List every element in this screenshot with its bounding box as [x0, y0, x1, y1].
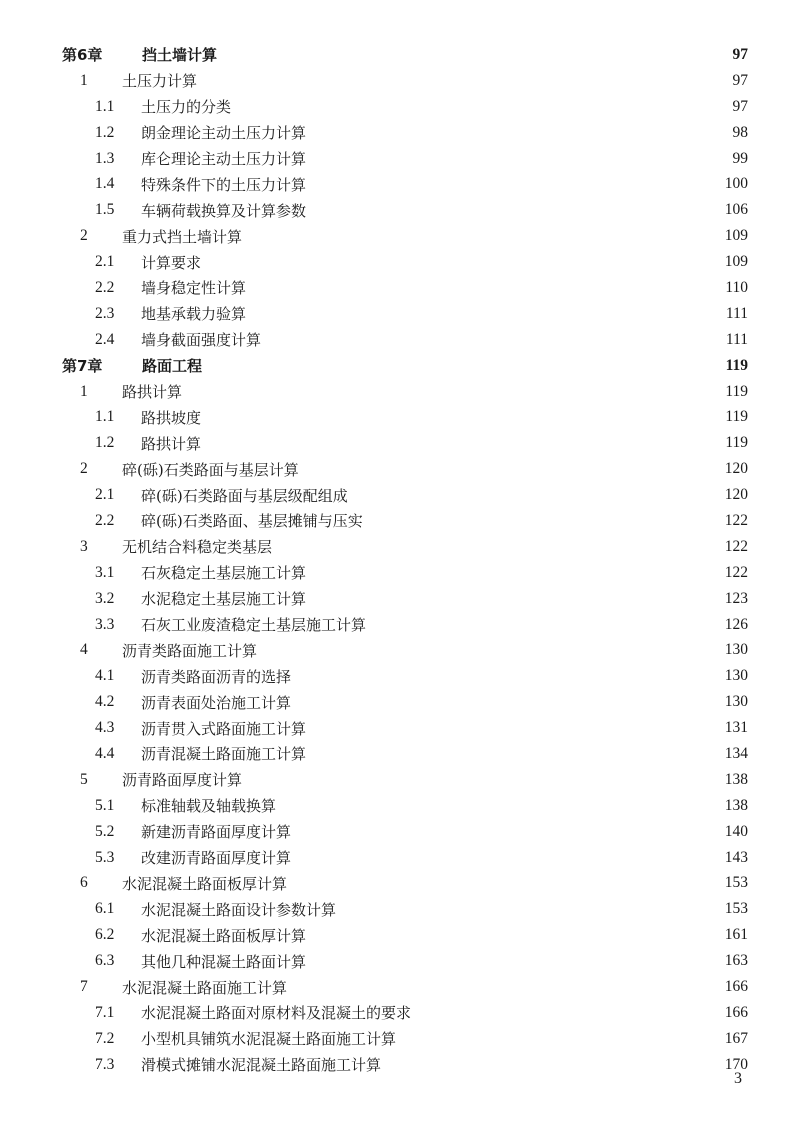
toc-section-entry[interactable]	[62, 456, 748, 482]
toc-entry-page: 119	[725, 356, 748, 374]
toc-entry-page: 99	[732, 149, 748, 167]
toc-entry-title: 改建沥青路面厚度计算	[141, 849, 292, 868]
toc-subsection-entry[interactable]	[62, 197, 748, 223]
toc-entry-number: 1	[80, 382, 88, 400]
toc-section-entry[interactable]	[62, 223, 748, 249]
toc-entry-title: 沥青类路面沥青的选择	[141, 667, 292, 686]
toc-entry-page: 123	[724, 589, 748, 607]
dot-leader	[265, 333, 718, 347]
toc-entry-title: 无机结合料稳定类基层	[122, 538, 273, 557]
toc-entry-title: 沥青路面厚度计算	[122, 771, 243, 790]
dot-leader	[415, 1006, 718, 1020]
toc-entry-title: 沥青贯入式路面施工计算	[141, 719, 307, 738]
toc-entry-page: 163	[724, 952, 748, 970]
toc-subsection-entry[interactable]	[62, 922, 748, 948]
page-number: 3	[734, 1070, 742, 1087]
toc-entry-page: 153	[724, 900, 748, 918]
dot-leader	[310, 954, 718, 968]
toc-entry-number: 7.3	[95, 1055, 115, 1073]
toc-entry-page: 130	[724, 667, 748, 685]
toc-entry-page: 120	[724, 486, 748, 504]
toc-entry-number: 1.4	[95, 175, 115, 193]
toc-entry-page: 98	[732, 123, 748, 141]
dot-leader	[280, 799, 718, 813]
toc-subsection-entry[interactable]	[62, 1026, 748, 1052]
toc-subsection-entry[interactable]	[62, 482, 748, 508]
dot-leader	[295, 851, 718, 865]
toc-entry-title: 滑模式摊铺水泥混凝土路面施工计算	[141, 1056, 382, 1075]
toc-entry-title: 墙身截面强度计算	[141, 331, 262, 350]
toc-section-entry[interactable]	[62, 379, 748, 405]
toc-entry-title: 碎(砾)石类路面、基层摊铺与压实	[141, 512, 363, 531]
dot-leader	[205, 436, 718, 450]
toc-entry-title: 土压力的分类	[141, 98, 232, 117]
toc-entry-page: 161	[724, 926, 748, 944]
toc-entry-title: 水泥稳定土基层施工计算	[141, 590, 307, 609]
toc-entry-number: 2.1	[95, 486, 115, 504]
toc-subsection-entry[interactable]	[62, 94, 748, 120]
toc-entry-number: 5.3	[95, 848, 115, 866]
toc-entry-title: 小型机具铺筑水泥混凝土路面施工计算	[141, 1030, 397, 1049]
toc-entry-number: 1.1	[95, 408, 115, 426]
toc-subsection-entry[interactable]	[62, 508, 748, 534]
toc-entry-page: 130	[724, 641, 748, 659]
dot-leader	[310, 566, 718, 580]
toc-entry-number: 2.2	[95, 511, 115, 529]
toc-entry-number: 7	[80, 978, 88, 995]
toc-entry-number: 1.2	[95, 123, 115, 141]
dot-leader	[250, 307, 718, 321]
toc-entry-number: 4	[80, 641, 88, 659]
dot-leader	[310, 177, 718, 191]
toc-entry-title: 石灰工业废渣稳定土基层施工计算	[141, 616, 367, 635]
dot-leader	[310, 747, 718, 761]
toc-subsection-entry[interactable]	[62, 171, 748, 197]
toc-subsection-entry[interactable]	[62, 249, 748, 275]
toc-entry-page: 97	[732, 97, 748, 115]
dot-leader	[367, 514, 718, 528]
toc-entry-title: 水泥混凝土路面施工计算	[122, 978, 288, 997]
dot-leader	[221, 48, 718, 62]
toc-entry-title: 石灰稳定土基层施工计算	[141, 564, 307, 583]
toc-entry-title: 水泥混凝土路面板厚计算	[122, 874, 288, 893]
toc-entry-page: 138	[724, 770, 748, 788]
toc-subsection-entry[interactable]	[62, 663, 748, 689]
toc-entry-number: 2	[80, 227, 88, 245]
toc-entry-page: 97	[732, 71, 748, 89]
toc-subsection-entry[interactable]	[62, 793, 748, 819]
toc-entry-title: 库仑理论主动土压力计算	[141, 150, 307, 168]
toc-entry-page: 109	[724, 227, 748, 245]
toc-subsection-entry[interactable]	[62, 301, 748, 327]
toc-chapter-entry[interactable]	[62, 353, 748, 379]
toc-entry-page: 131	[724, 719, 748, 737]
dot-leader	[310, 721, 718, 735]
dot-leader	[295, 825, 718, 839]
toc-entry-title: 挡土墙计算	[142, 46, 218, 65]
toc-entry-page: 143	[724, 848, 748, 866]
toc-entry-number: 7.1	[95, 1003, 115, 1021]
toc-chapter-entry[interactable]	[62, 42, 748, 68]
toc-entry-page: 122	[724, 563, 748, 581]
toc-entry-page: 119	[725, 434, 748, 452]
toc-entry-number: 第6章	[62, 46, 103, 65]
toc-subsection-entry[interactable]	[62, 146, 748, 172]
toc-section-entry[interactable]	[62, 68, 748, 94]
toc-entry-number: 3.3	[95, 615, 115, 633]
toc-subsection-entry[interactable]	[62, 819, 748, 845]
toc-subsection-entry[interactable]	[62, 612, 748, 638]
toc-entry-number: 5.1	[95, 796, 115, 814]
toc-entry-number: 1.1	[95, 97, 115, 115]
toc-subsection-entry[interactable]	[62, 275, 748, 301]
toc-entry-number: 5.2	[95, 822, 115, 840]
toc-entry-page: 119	[725, 408, 748, 426]
toc-entry-number: 6.1	[95, 900, 115, 918]
toc-entry-title: 新建沥青路面厚度计算	[141, 823, 292, 842]
toc-entry-page: 97	[732, 45, 748, 63]
toc-entry-number: 1.2	[95, 434, 115, 452]
toc-entry-title: 路面工程	[142, 357, 203, 376]
toc-subsection-entry[interactable]	[62, 560, 748, 586]
toc-entry-number: 3.1	[95, 563, 115, 581]
toc-entry-page: 120	[724, 460, 748, 478]
toc-subsection-entry[interactable]	[62, 327, 748, 353]
toc-entry-page: 167	[724, 1029, 748, 1047]
toc-subsection-entry[interactable]	[62, 741, 748, 767]
dot-leader	[186, 385, 718, 399]
toc-subsection-entry[interactable]	[62, 1000, 748, 1026]
toc-entry-page: 170	[724, 1055, 748, 1073]
toc-entry-page: 100	[724, 175, 748, 193]
toc-section-entry[interactable]	[62, 534, 748, 560]
toc-subsection-entry[interactable]	[62, 689, 748, 715]
toc-entry-number: 1.3	[95, 149, 115, 167]
dot-leader	[261, 643, 718, 657]
dot-leader	[310, 126, 718, 140]
toc-entry-page: 140	[724, 822, 748, 840]
toc-entry-number: 4.3	[95, 719, 115, 737]
dot-leader	[310, 203, 718, 217]
toc-entry-title: 沥青表面处治施工计算	[141, 693, 292, 712]
toc-entry-page: 134	[724, 744, 748, 762]
toc-subsection-entry[interactable]	[62, 948, 748, 974]
dot-leader	[295, 695, 718, 709]
toc-entry-number: 2.4	[95, 330, 115, 348]
toc-entry-title: 计算要求	[141, 253, 202, 272]
toc-section-entry[interactable]	[62, 871, 748, 897]
toc-subsection-entry[interactable]	[62, 404, 748, 430]
toc-entry-number: 3.2	[95, 589, 115, 607]
dot-leader	[291, 876, 718, 890]
toc-entry-number: 6.3	[95, 952, 115, 970]
toc-entry-number: 4.4	[95, 744, 115, 762]
toc-entry-page: 110	[725, 278, 748, 296]
toc-entry-title: 墙身稳定性计算	[141, 279, 247, 298]
table-of-contents	[62, 42, 748, 1078]
toc-entry-title: 水泥混凝土路面板厚计算	[141, 926, 307, 945]
toc-entry-number: 2	[80, 460, 88, 478]
toc-entry-title: 水泥混凝土路面对原材料及混凝土的要求	[141, 1004, 412, 1023]
toc-subsection-entry[interactable]	[62, 896, 748, 922]
dot-leader	[250, 281, 718, 295]
toc-entry-number: 5	[80, 770, 88, 788]
toc-entry-number: 2.1	[95, 253, 115, 271]
toc-entry-title: 标准轴载及轴载换算	[141, 797, 277, 816]
toc-entry-title: 碎(砾)石类路面与基层级配组成	[141, 486, 348, 505]
toc-entry-number: 1.5	[95, 201, 115, 219]
toc-entry-page: 111	[725, 330, 748, 348]
dot-leader	[201, 74, 718, 88]
toc-entry-title: 地基承载力验算	[141, 305, 247, 324]
toc-subsection-entry[interactable]	[62, 845, 748, 871]
toc-entry-number: 4.1	[95, 667, 115, 685]
toc-entry-number: 2.2	[95, 278, 115, 296]
toc-entry-title: 水泥混凝土路面设计参数计算	[141, 900, 337, 919]
toc-subsection-entry[interactable]	[62, 120, 748, 146]
toc-entry-number: 7.2	[95, 1029, 115, 1047]
toc-entry-number: 第7章	[62, 357, 103, 376]
toc-entry-page: 111	[725, 304, 748, 322]
toc-subsection-entry[interactable]	[62, 715, 748, 741]
toc-entry-number: 6	[80, 874, 88, 892]
dot-leader	[340, 902, 718, 916]
toc-entry-page: 122	[724, 537, 748, 555]
toc-entry-title: 沥青类路面施工计算	[122, 641, 258, 660]
toc-entry-title: 土压力计算	[122, 72, 198, 91]
toc-entry-title: 路拱计算	[141, 434, 202, 453]
toc-entry-number: 1	[80, 71, 88, 89]
toc-section-entry[interactable]	[62, 974, 748, 1000]
dot-leader	[235, 100, 718, 114]
dot-leader	[385, 1058, 718, 1072]
toc-entry-page: 106	[724, 201, 748, 219]
toc-entry-page: 166	[724, 978, 748, 995]
toc-entry-title: 重力式挡土墙计算	[122, 227, 243, 246]
toc-entry-title: 车辆荷载换算及计算参数	[141, 201, 307, 220]
dot-leader	[400, 1032, 718, 1046]
dot-leader	[310, 152, 718, 166]
toc-entry-title: 碎(砾)石类路面与基层计算	[122, 460, 299, 479]
dot-leader	[205, 410, 718, 424]
toc-entry-page: 130	[724, 693, 748, 711]
toc-entry-page: 153	[724, 874, 748, 892]
toc-entry-page: 138	[724, 796, 748, 814]
dot-leader	[206, 359, 718, 373]
toc-subsection-entry[interactable]	[62, 586, 748, 612]
toc-subsection-entry[interactable]	[62, 1052, 748, 1078]
toc-entry-title: 路拱计算	[122, 383, 183, 402]
toc-entry-number: 4.2	[95, 693, 115, 711]
toc-entry-page: 122	[724, 511, 748, 529]
toc-entry-title: 路拱坡度	[141, 408, 202, 427]
dot-leader	[370, 618, 718, 632]
toc-section-entry[interactable]	[62, 767, 748, 793]
toc-entry-title: 其他几种混凝土路面计算	[141, 952, 307, 971]
toc-entry-page: 119	[725, 382, 748, 400]
dot-leader	[310, 928, 718, 942]
dot-leader	[246, 773, 718, 787]
dot-leader	[291, 980, 718, 994]
dot-leader	[276, 540, 718, 554]
dot-leader	[303, 462, 718, 476]
toc-section-entry[interactable]	[62, 637, 748, 663]
toc-entry-page: 126	[724, 615, 748, 633]
toc-entry-title: 沥青混凝土路面施工计算	[141, 745, 307, 764]
toc-entry-page: 166	[724, 1003, 748, 1021]
dot-leader	[246, 229, 718, 243]
toc-entry-page: 109	[724, 253, 748, 271]
toc-entry-title: 朗金理论主动土压力计算	[141, 124, 307, 143]
toc-subsection-entry[interactable]	[62, 430, 748, 456]
toc-entry-title: 特殊条件下的土压力计算	[141, 175, 307, 194]
dot-leader	[310, 592, 718, 606]
dot-leader	[352, 488, 718, 502]
toc-entry-number: 2.3	[95, 304, 115, 322]
toc-entry-number: 3	[80, 537, 88, 555]
toc-entry-number: 6.2	[95, 926, 115, 944]
dot-leader	[205, 255, 718, 269]
dot-leader	[295, 669, 718, 683]
